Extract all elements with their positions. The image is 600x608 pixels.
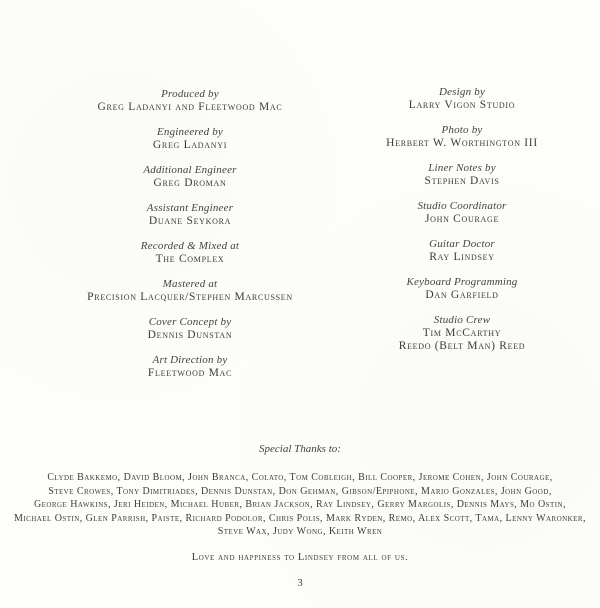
credit-role-label: Additional Engineer [143,164,237,176]
credit-name: John Courage [424,213,500,225]
credit-name: Fleetwood Mac [147,367,233,379]
credits-column-left [30,88,350,392]
credit-role-label: Studio Coordinator [417,200,507,212]
credit-name: Tim McCarthy [422,327,502,339]
credit-role-label: Recorded & Mixed at [140,240,240,252]
credit-studio-coordinator [352,200,572,226]
credit-role-label: Liner Notes by [428,162,496,174]
credit-name: Greg Ladanyi [152,139,228,151]
special-thanks-line: Steve Crowes, Tony Dimitriades, Dennis Dunstan, Don Gehman, Gibson/Epiphone, Mario Gonzales, John Good, [48,485,552,497]
credit-name: Ray Lindsey [429,251,495,263]
credit-recorded-mixed-at [30,240,350,266]
credit-liner-notes-by [352,162,572,188]
credit-role-label: Assistant Engineer [146,202,234,214]
credit-name: Duane Seykora [148,215,232,227]
credit-design-by [352,86,572,112]
page-number: 3 [297,577,303,589]
credit-role-label: Produced by [161,88,219,100]
credit-keyboard-programming [352,276,572,302]
special-thanks-line: George Hawkins, Jeri Heiden, Michael Huber, Brian Jackson, Ray Lindsey, Gerry Margolis, Dennis Mays, Mo Ostin, [34,499,566,510]
credit-name: Greg Ladanyi and Fleetwood Mac [97,101,283,113]
credit-engineered-by [30,126,350,152]
credit-role-label: Guitar Doctor [429,238,495,250]
special-thanks-line: Michael Ostin, Glen Parrish, Paiste, Richard Podolor, Chris Polis, Mark Ryden, Remo, Alex Scott, Tama, Lenny Waronker, [14,512,586,524]
credit-name: Dennis Dunstan [147,329,233,341]
special-thanks-line: Clyde Bakkemo, David Bloom, John Branca, Colato, Tom Cobleigh, Bill Cooper, Jerome Cohen, John Courage, [47,472,553,483]
credit-role-label: Cover Concept by [148,316,232,328]
credit-produced-by [30,88,350,114]
credit-studio-crew [352,314,572,353]
credit-role-label: Photo by [441,124,483,136]
closing-message: Love and happiness to Lindsey from all of us. [191,551,409,563]
credit-assistant-engineer [30,202,350,228]
credit-cover-concept-by [30,316,350,342]
credit-name: Precision Lacquer/Stephen Marcussen [87,291,293,303]
credit-additional-engineer [30,164,350,190]
credit-photo-by [352,124,572,150]
credit-name: The Complex [155,253,225,265]
credit-art-direction-by [30,354,350,380]
credit-role-label: Studio Crew [433,314,491,326]
credit-role-label: Design by [438,86,486,98]
special-thanks-line: Steve Wax, Judy Wong, Keith Wren [217,526,383,537]
credit-name: Larry Vigon Studio [408,99,516,111]
credit-name: Stephen Davis [424,175,500,187]
credit-role-label: Engineered by [156,126,224,138]
credit-guitar-doctor [352,238,572,264]
credit-name: Reedo (Belt Man) Reed [398,340,526,352]
credit-mastered-at [30,278,350,304]
credits-column-right [352,86,572,365]
credit-role-label: Mastered at [162,278,218,290]
credit-name: Greg Droman [153,177,227,189]
credit-name: Herbert W. Worthington III [386,137,538,149]
special-thanks-section [10,443,590,564]
special-thanks-heading: Special Thanks to: [259,443,341,455]
credit-role-label: Art Direction by [152,354,228,366]
credit-role-label: Keyboard Programming [406,276,518,288]
credit-name: Dan Garfield [425,289,499,301]
